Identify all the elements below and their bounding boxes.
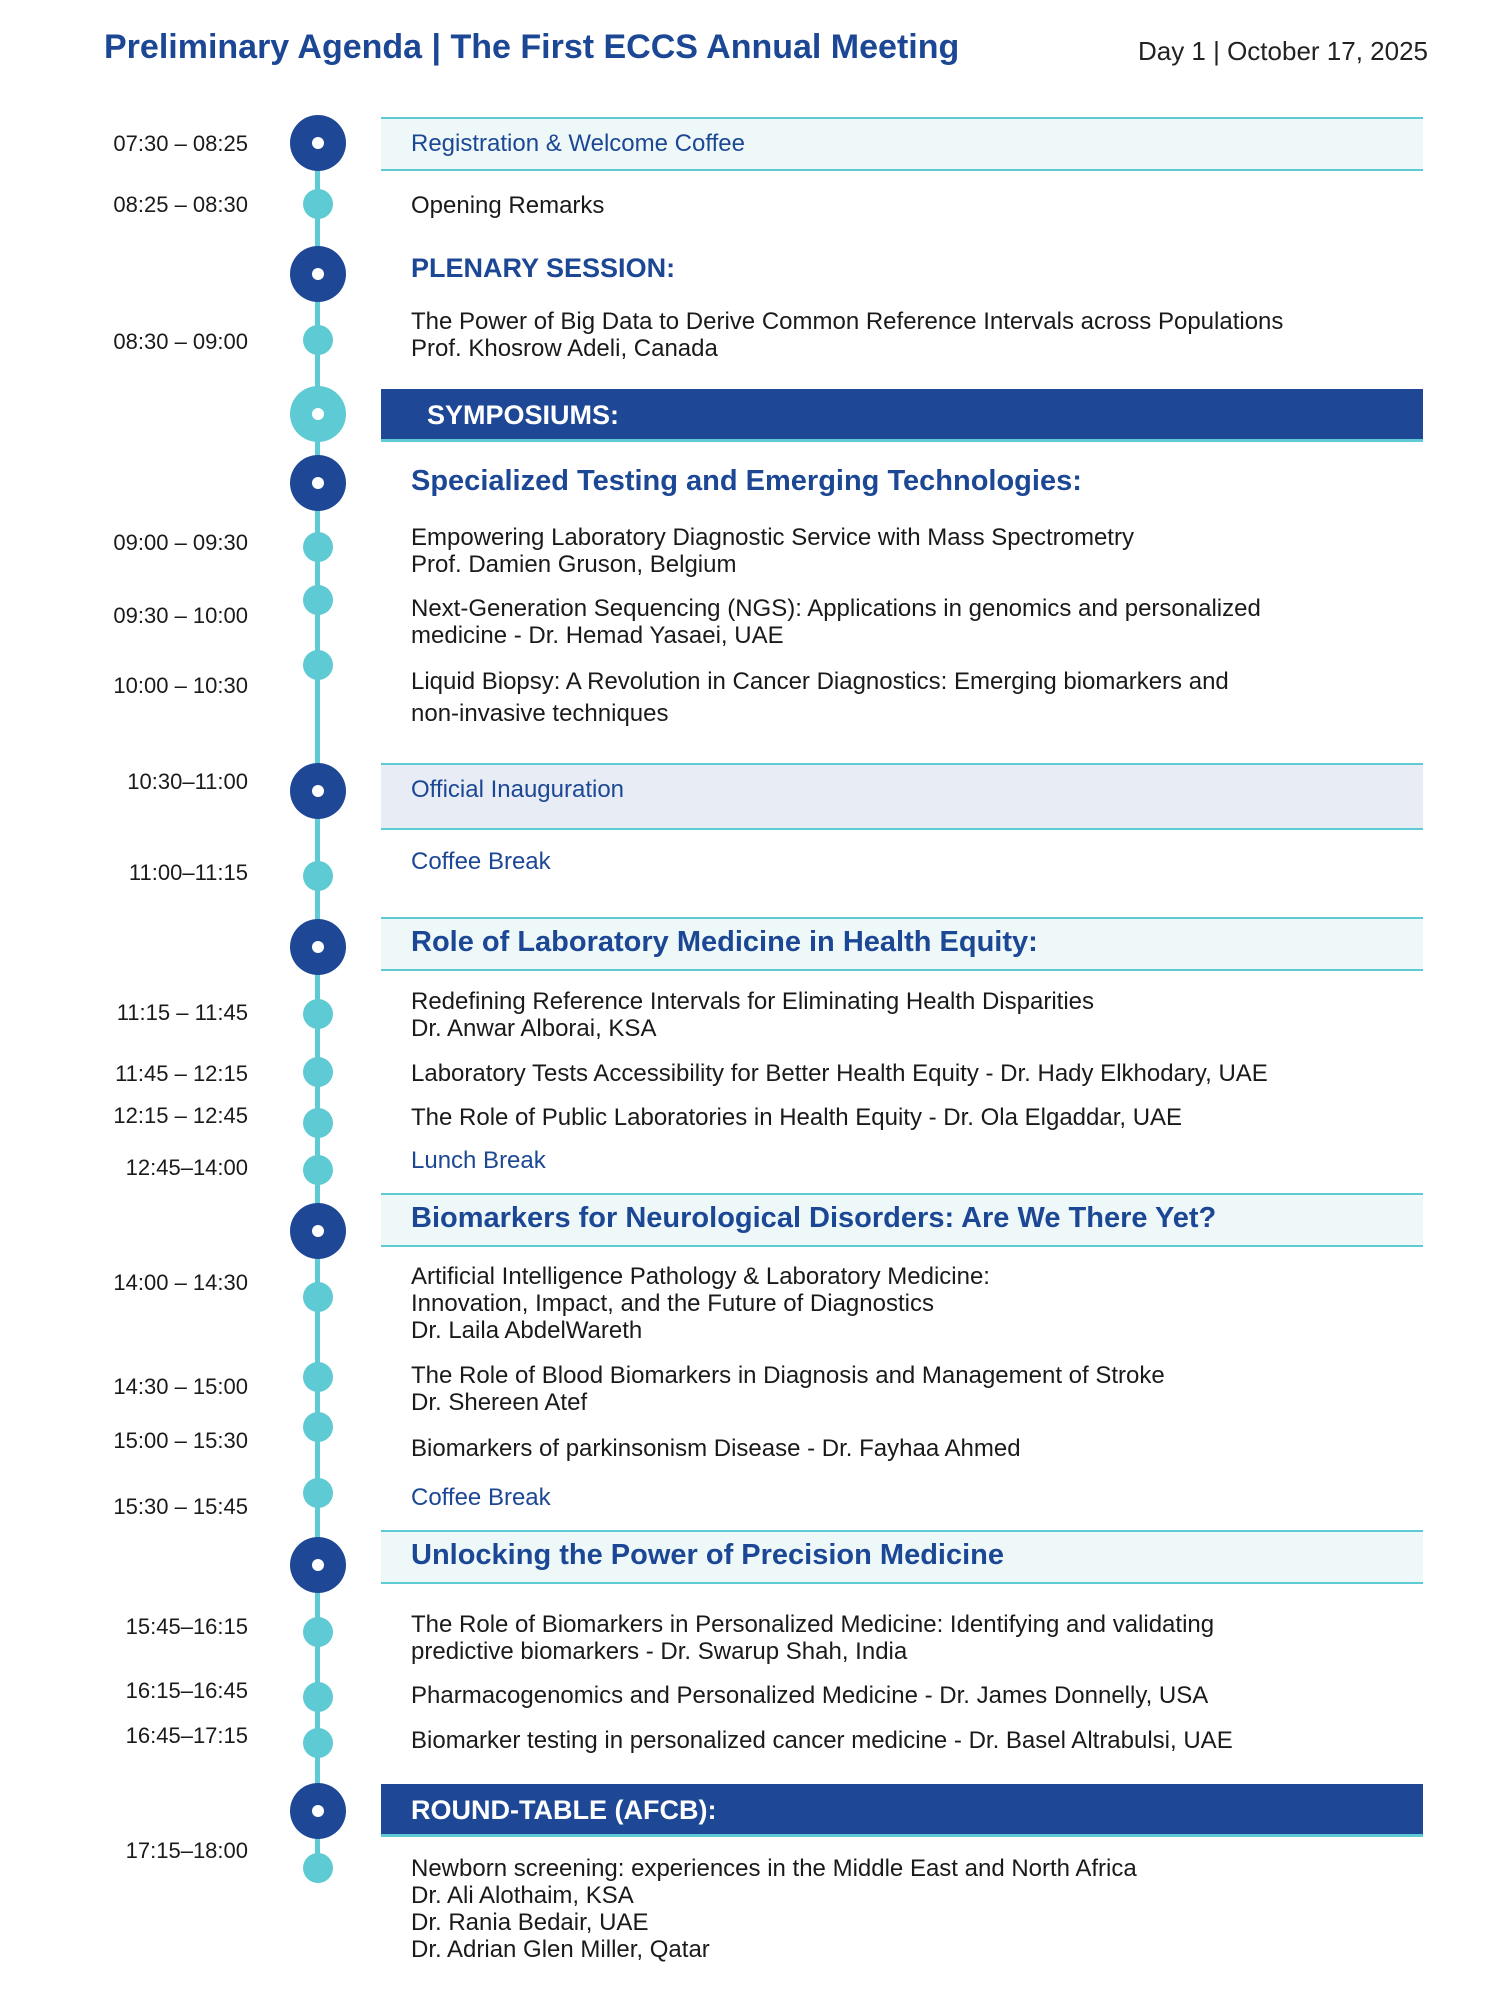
item-line: The Role of Biomarkers in Personalized Medicine: Identifying and validating (411, 1611, 1215, 1638)
timeline-marker (303, 1362, 333, 1392)
item-line: Redefining Reference Intervals for Eliminating Health Disparities (411, 988, 1094, 1015)
session-time: 07:30 – 08:25 (113, 131, 248, 156)
session-time: 12:45–14:00 (125, 1155, 248, 1180)
registration-label: Registration & Welcome Coffee (411, 130, 745, 157)
item-line: Dr. Ali Alothaim, KSA (411, 1882, 634, 1909)
session-time: 15:30 – 15:45 (113, 1494, 248, 1519)
item-line: Newborn screening: experiences in the Middle East and North Africa (411, 1855, 1137, 1882)
timeline-marker-major (290, 455, 346, 511)
timeline-marker (303, 189, 333, 219)
session-time: 15:45–16:15 (125, 1614, 248, 1639)
session-time: 16:15–16:45 (125, 1678, 248, 1703)
session-time: 10:30–11:00 (127, 769, 248, 794)
item-line: The Role of Public Laboratories in Health Equity - Dr. Ola Elgaddar, UAE (411, 1104, 1183, 1131)
session-time: 11:15 – 11:45 (116, 1000, 248, 1025)
item-line: Dr. Shereen Atef (411, 1389, 588, 1416)
item-line: Prof. Khosrow Adeli, Canada (411, 335, 718, 362)
timeline-marker (303, 650, 333, 680)
session-time: 15:00 – 15:30 (113, 1428, 248, 1453)
talk-ai-pathology (411, 1263, 1421, 1344)
talk-liquid-biopsy (411, 666, 1421, 730)
talk-public-laboratories (411, 1104, 1421, 1131)
session-time: 11:45 – 12:15 (115, 1061, 248, 1086)
timeline-marker (303, 1282, 333, 1312)
item-line: Dr. Adrian Glen Miller, Qatar (411, 1936, 710, 1963)
timeline-marker (303, 1728, 333, 1758)
session-time: 11:00–11:15 (128, 860, 248, 885)
item-line: Dr. Laila AbdelWareth (411, 1317, 643, 1344)
talk-reference-intervals (411, 988, 1421, 1042)
session-time: 14:30 – 15:00 (113, 1374, 248, 1399)
item-line: Empowering Laboratory Diagnostic Service with Mass Spectrometry (411, 524, 1134, 551)
session-time: 09:30 – 10:00 (113, 603, 248, 628)
timeline-marker (303, 1155, 333, 1185)
item-line: Opening Remarks (411, 192, 605, 219)
item-line: Laboratory Tests Accessibility for Better Health Equity - Dr. Hady Elkhodary, UAE (411, 1060, 1268, 1087)
session-time: 17:15–18:00 (125, 1838, 248, 1863)
timeline-marker-major (290, 919, 346, 975)
coffee-break-label: Coffee Break (411, 848, 551, 875)
plenary-talk (411, 308, 1421, 362)
timeline-marker (303, 861, 333, 891)
opening-remarks (411, 192, 1421, 219)
talk-mass-spectrometry (411, 524, 1421, 578)
coffee-break-label: Coffee Break (411, 1484, 551, 1511)
item-line: Biomarker testing in personalized cancer medicine - Dr. Basel Altrabulsi, UAE (411, 1727, 1233, 1754)
symposiums-heading: SYMPOSIUMS: (427, 400, 620, 430)
item-line: Dr. Rania Bedair, UAE (411, 1909, 649, 1936)
timeline-marker (303, 325, 333, 355)
item-line: Liquid Biopsy: A Revolution in Cancer Diagnostics: Emerging biomarkers and (411, 668, 1229, 695)
page-title: Preliminary Agenda | The First ECCS Annual Meeting (104, 28, 960, 66)
item-line: The Power of Big Data to Derive Common Reference Intervals across Populations (411, 308, 1284, 335)
timeline-marker-major (290, 1537, 346, 1593)
section-heading-neurological: Biomarkers for Neurological Disorders: Are We There Yet? (411, 1202, 1217, 1234)
timeline-marker-major (290, 115, 346, 171)
timeline-marker (303, 1057, 333, 1087)
section-heading-specialized-testing: Specialized Testing and Emerging Technologies: (411, 465, 1082, 497)
item-line: Dr. Anwar Alborai, KSA (411, 1015, 657, 1042)
talk-ngs (411, 595, 1421, 649)
session-time: 16:45–17:15 (125, 1723, 248, 1748)
session-time: 14:00 – 14:30 (113, 1270, 248, 1295)
day-date: Day 1 | October 17, 2025 (1137, 36, 1428, 66)
talk-cancer-biomarker-testing (411, 1727, 1421, 1754)
timeline-marker (303, 1682, 333, 1712)
item-line: non-invasive techniques (411, 700, 669, 727)
session-time: 10:00 – 10:30 (113, 673, 248, 698)
talk-blood-biomarkers-stroke (411, 1362, 1421, 1416)
timeline-marker (303, 1412, 333, 1442)
session-time: 08:25 – 08:30 (113, 192, 248, 217)
timeline-marker (303, 585, 333, 615)
inauguration-label: Official Inauguration (411, 776, 625, 803)
section-heading-health-equity: Role of Laboratory Medicine in Health Equity: (411, 926, 1038, 958)
talk-pharmacogenomics (411, 1682, 1421, 1709)
talk-parkinsonism (411, 1435, 1421, 1462)
timeline-marker (303, 532, 333, 562)
timeline-marker-major (290, 1783, 346, 1839)
talk-personalized-medicine (411, 1611, 1421, 1665)
plenary-heading: PLENARY SESSION: (411, 253, 676, 283)
timeline-marker-major (290, 246, 346, 302)
section-heading-precision-medicine: Unlocking the Power of Precision Medicine (411, 1539, 1004, 1571)
talk-tests-accessibility (411, 1060, 1421, 1087)
item-line: Pharmacogenomics and Personalized Medicine - Dr. James Donnelly, USA (411, 1682, 1209, 1709)
item-line: The Role of Blood Biomarkers in Diagnosis and Management of Stroke (411, 1362, 1165, 1389)
item-line: Biomarkers of parkinsonism Disease - Dr. Fayhaa Ahmed (411, 1435, 1021, 1462)
roundtable-heading: ROUND-TABLE (AFCB): (411, 1795, 717, 1825)
item-line: medicine - Dr. Hemad Yasaei, UAE (411, 622, 784, 649)
item-line: Innovation, Impact, and the Future of Diagnostics (411, 1290, 934, 1317)
timeline-marker-symposium (290, 386, 346, 442)
item-line: predictive biomarkers - Dr. Swarup Shah, India (411, 1638, 908, 1665)
item-line: Artificial Intelligence Pathology & Laboratory Medicine: (411, 1263, 990, 1290)
timeline-marker (303, 1478, 333, 1508)
timeline-marker (303, 999, 333, 1029)
timeline-marker (303, 1853, 333, 1883)
session-time: 08:30 – 09:00 (113, 329, 248, 354)
item-line: Prof. Damien Gruson, Belgium (411, 551, 737, 578)
timeline-marker (303, 1108, 333, 1138)
session-time: 09:00 – 09:30 (113, 530, 248, 555)
timeline-marker-major (290, 1203, 346, 1259)
timeline-marker-major (290, 763, 346, 819)
session-time: 12:15 – 12:45 (113, 1103, 248, 1128)
timeline-marker (303, 1617, 333, 1647)
roundtable-newborn-screening (411, 1855, 1421, 1963)
item-line: Next-Generation Sequencing (NGS): Applications in genomics and personalized (411, 595, 1261, 622)
lunch-break-label: Lunch Break (411, 1147, 546, 1174)
